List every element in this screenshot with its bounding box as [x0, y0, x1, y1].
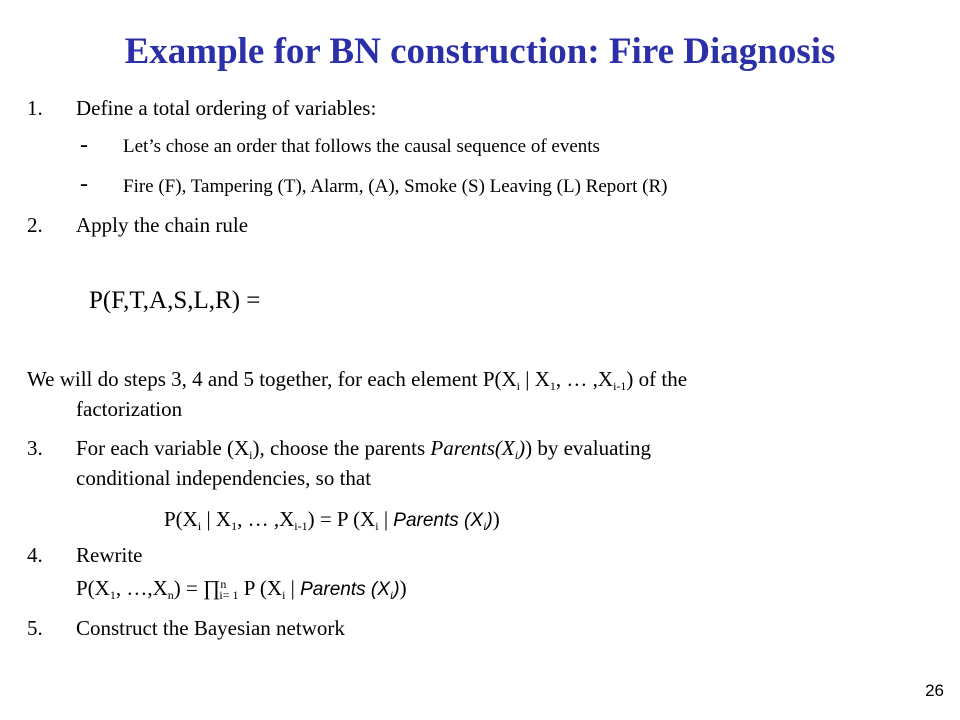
- slide-title: Example for BN construction: Fire Diagnosis: [124, 31, 836, 72]
- conditional-independence-equation: $P(X_i$ | $X_1$, … $,X_{i-1}) = P$ ($X_i$ | Parents $(X_i)$): [164, 507, 500, 533]
- bullet-variable-list: Fire (F), Tampering (T), Alarm, (A), Smoke (S) Leaving (L) Report (R): [123, 176, 668, 197]
- bullet-dash-2: -: [80, 171, 88, 197]
- step-1-number: 1.: [27, 96, 43, 120]
- bullet-dash-1: -: [80, 132, 88, 158]
- step-2-text: Apply the chain rule: [76, 213, 249, 237]
- step-5-text: Construct the Bayesian network: [76, 616, 345, 640]
- steps-intro-line-2: factorization: [76, 397, 183, 421]
- step-4-text: Rewrite: [76, 543, 143, 567]
- page-number: 26: [925, 681, 944, 700]
- step-4-number: 4.: [27, 543, 43, 567]
- factorization-equation: $P(X_1$, $\dots,X_n$) = ∏$^n_{i= 1}$ P ($X_i$ | Parents $(X_i)$): [76, 576, 407, 602]
- step-3-number: 3.: [27, 436, 43, 460]
- step-3-text-line-2: conditional independencies, so that: [76, 466, 372, 490]
- step-2-number: 2.: [27, 213, 43, 237]
- step-3-text: For each variable $(X_i)$, choose the parents $Parents(X_i)$) by evaluating: [76, 436, 652, 462]
- steps-intro-line-1: We will do steps 3, 4 and 5 together, for each element $P(X_i$ | $X_1$, … $,X_{i-1}$) of the: [27, 367, 688, 393]
- step-1-text: Define a total ordering of variables:: [76, 96, 377, 120]
- step-5-number: 5.: [27, 616, 43, 640]
- bullet-causal-order: Let’s chose an order that follows the causal sequence of events: [123, 136, 600, 157]
- joint-probability: P(F,T,A,S,L,R) =: [89, 287, 261, 314]
